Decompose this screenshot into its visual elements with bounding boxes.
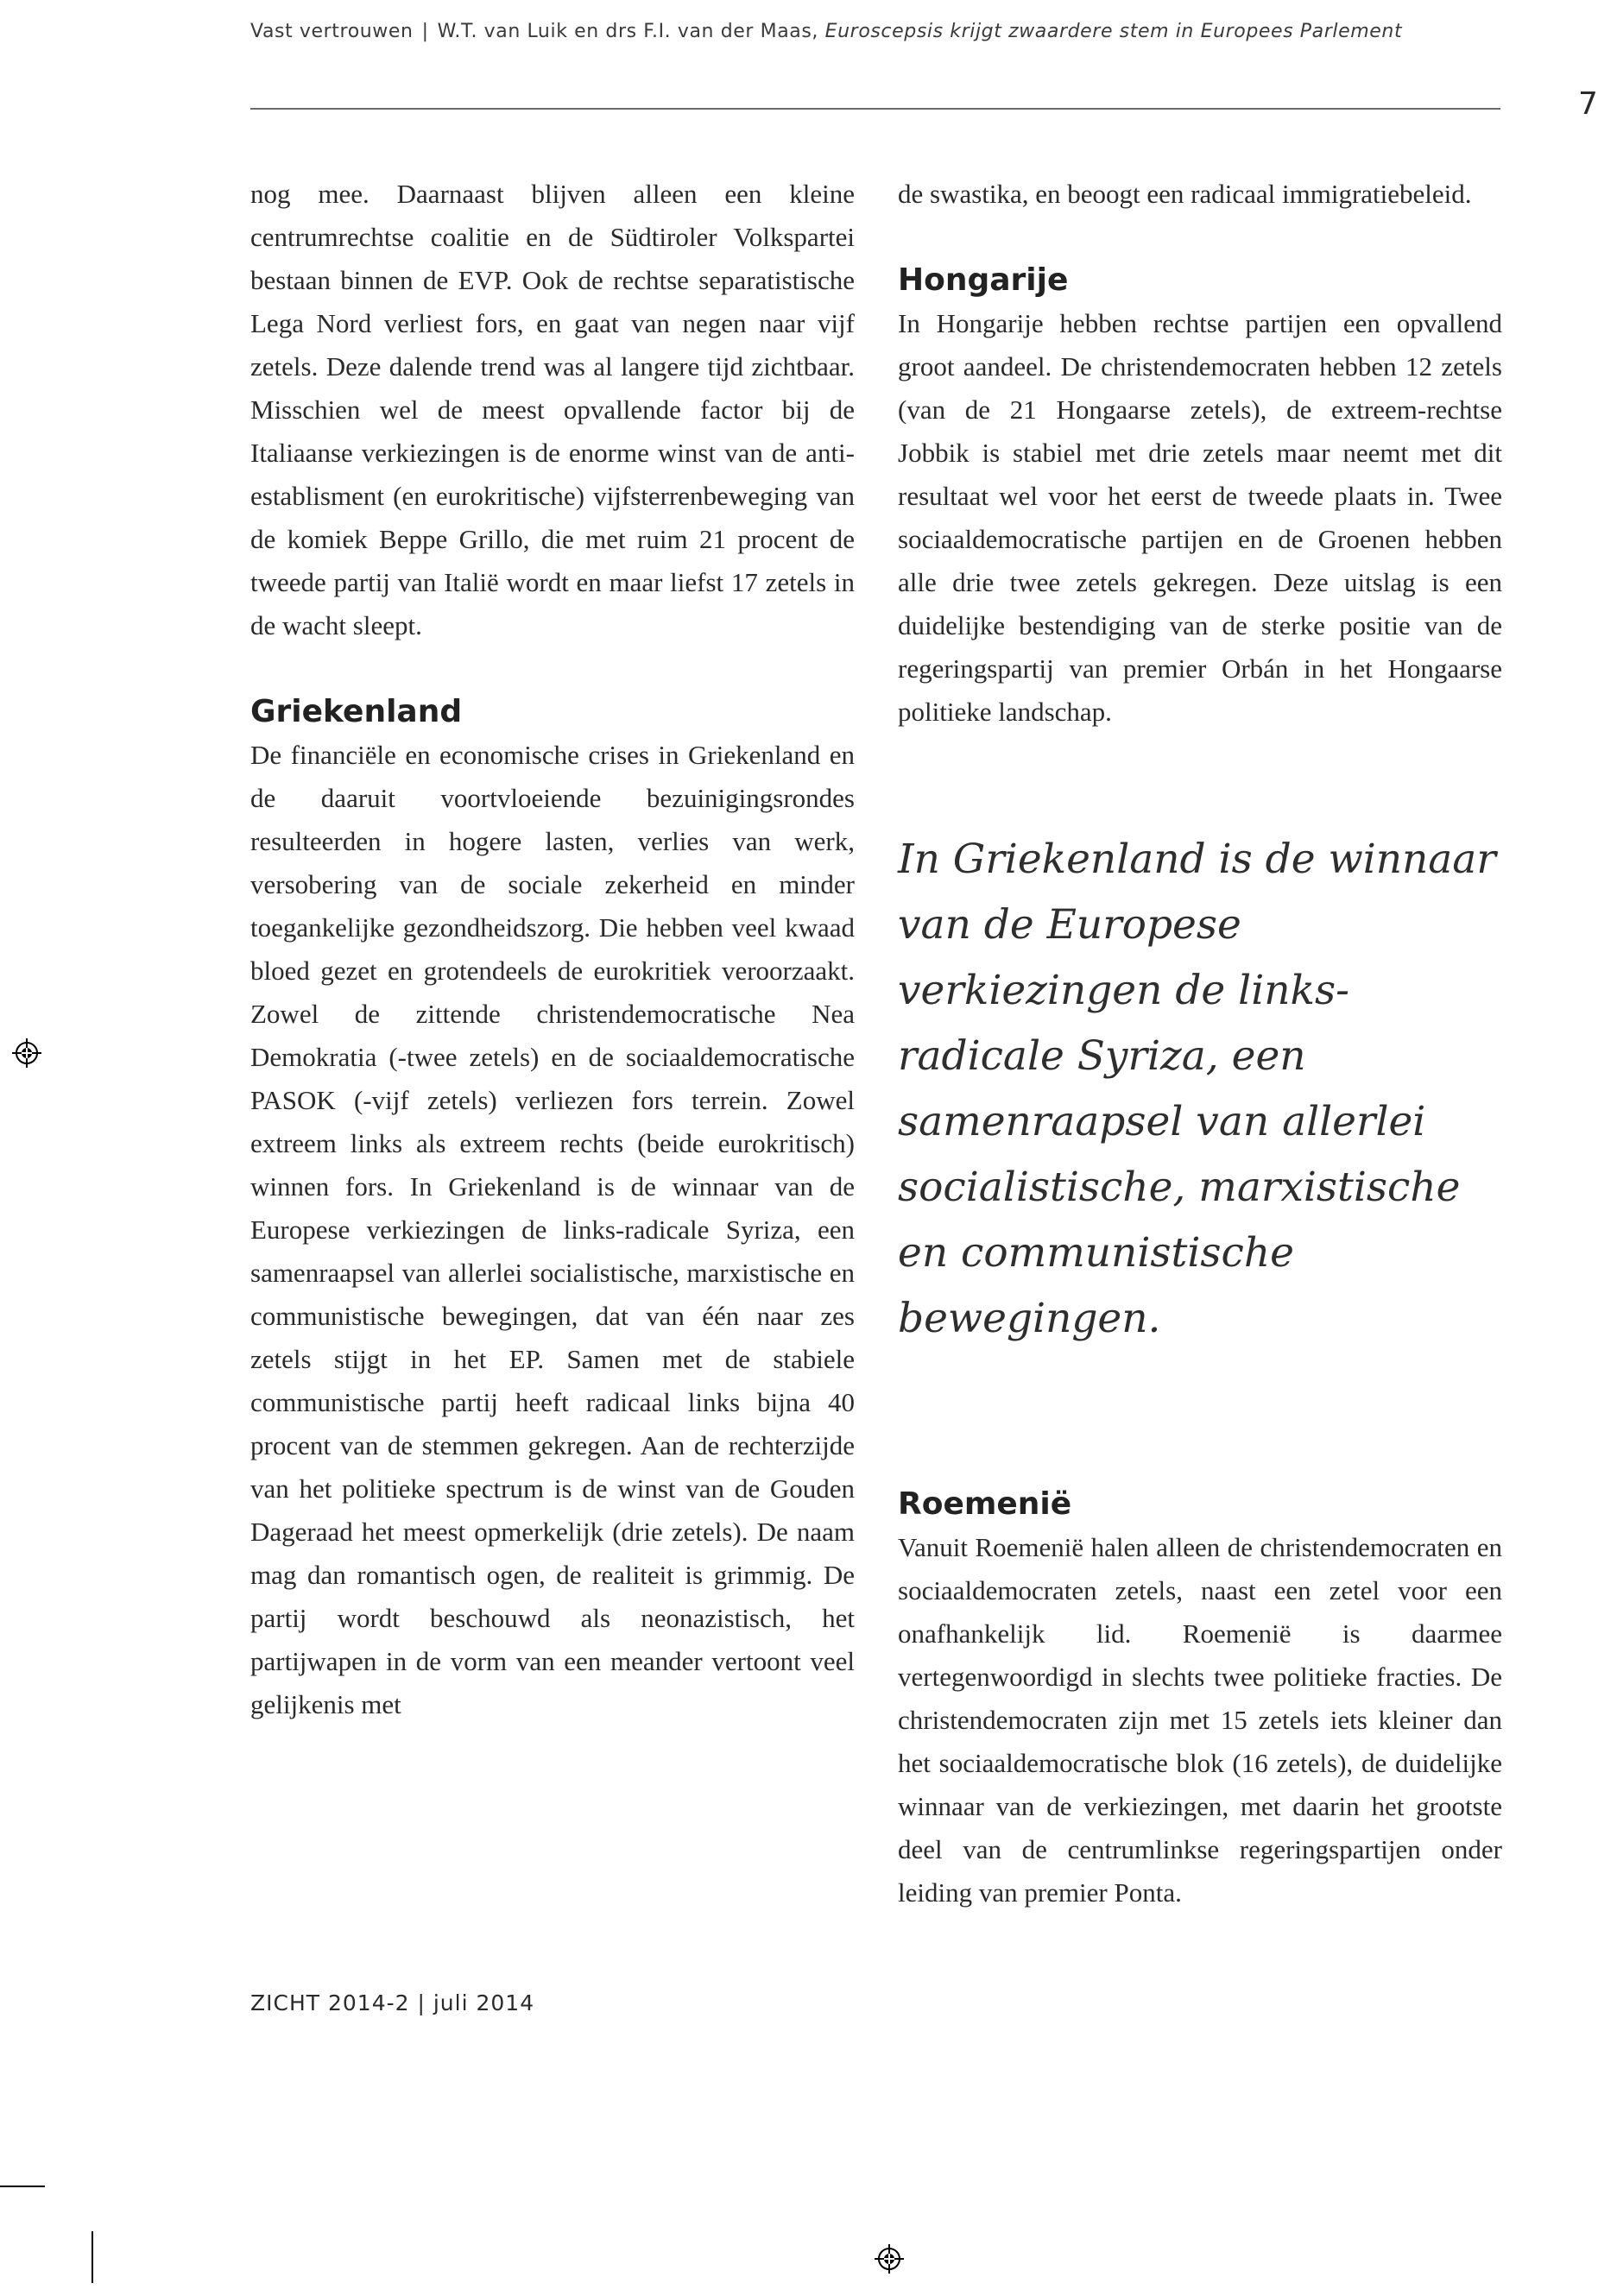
heading-griekenland: Griekenland bbox=[250, 694, 463, 729]
crop-mark-horizontal bbox=[0, 2186, 45, 2187]
right-column bbox=[898, 173, 1502, 1914]
heading-hongarije: Hongarije bbox=[898, 262, 1069, 298]
header-rule bbox=[250, 108, 1500, 110]
right-paragraph-swastika: de swastika, en beoogt een radicaal immigratiebeleid. bbox=[898, 179, 1472, 209]
left-column bbox=[250, 173, 855, 1726]
footer-separator: | bbox=[417, 1990, 433, 2015]
footer bbox=[250, 1990, 534, 2015]
heading-roemenie: Roemenië bbox=[898, 1486, 1072, 1522]
footer-journal: ZICHT 2014-2 bbox=[250, 1990, 410, 2015]
header-title: Vast vertrouwen bbox=[250, 21, 414, 42]
pull-quote: In Griekenland is de winnaar van de Europese verkiezingen de links-radicale Syriza, een samenraapsel van allerlei socialistische, marxistische en communistische bewegingen. bbox=[898, 836, 1496, 1342]
footer-date: juli 2014 bbox=[433, 1990, 535, 2015]
right-paragraph-roemenie: Vanuit Roemenië halen alleen de christendemocraten en sociaaldemocraten zetels, naast een zetel voor een onafhankelijk lid. Roemenië is daarmee vertegenwoordigd in slechts twee politieke fracties. De christendemocraten zijn met 15 zetels iets kleiner dan het sociaaldemocratische blok (16 zetels), de duidelijke winnaar van de verkiezingen, met daarin het grootste deel van de centrumlinkse regeringspartijen onder leiding van premier Ponta. bbox=[898, 1532, 1502, 1908]
header-separator: | bbox=[421, 21, 429, 42]
header-article-title: Euroscepsis krijgt zwaardere stem in Europees Parlement bbox=[824, 21, 1403, 42]
left-paragraph-griekenland: De financiële en economische crises in Griekenland en de daaruit voortvloeiende bezuinigingsrondes resulteerden in hogere lasten, verlies van werk, versobering van de sociale zekerheid en minder toegankelijke gezondheidszorg. Die hebben veel kwaad bloed gezet en grotendeels de eurokritiek veroorzaakt. Zowel de zittende christendemocratische Nea Demokratia (-twee zetels) en de sociaaldemocratische PASOK (-vijf zetels) verliezen fors terrein. Zowel extreem links als extreem rechts (beide eurokritisch) winnen fors. In Griekenland is de winnaar van de Europese verkiezingen de links-radicale Syriza, een samenraapsel van allerlei socialistische, marxistische en communistische bewegingen, dat van één naar zes zetels stijgt in het EP. Samen met de stabiele communistische partij heeft radicaal links bijna 40 procent van de stemmen gekregen. Aan de rechterzijde van het politieke spectrum is de winst van de Gouden Dageraad het meest opmerkelijk (drie zetels). De naam mag dan romantisch ogen, de realiteit is grimmig. De partij wordt beschouwd als neonazistisch, het partijwapen in de vorm van een meander vertoont veel gelijkenis met bbox=[250, 740, 855, 1719]
page-number: 7 bbox=[1578, 86, 1598, 122]
header-authors: W.T. van Luik en drs F.I. van der Maas, bbox=[437, 21, 819, 42]
running-header bbox=[250, 21, 1402, 42]
registration-mark-bottom-icon bbox=[875, 2244, 904, 2274]
left-paragraph-italy: nog mee. Daarnaast blijven alleen een kleine centrumrechtse coalitie en de Südtiroler Volkspartei bestaan binnen de EVP. Ook de rechtse separatistische Lega Nord verliest fors, en gaat van negen naar vijf zetels. Deze dalende trend was al langere tijd zichtbaar. Misschien wel de meest opvallende factor bij de Italiaanse verkiezingen is de enorme winst van de anti-establisment (en eurokritische) vijfsterrenbeweging van de komiek Beppe Grillo, die met ruim 21 procent de tweede partij van Italië wordt en maar liefst 17 zetels in de wacht sleept. bbox=[250, 179, 855, 640]
registration-mark-left-icon bbox=[12, 1038, 41, 1068]
crop-mark-vertical bbox=[92, 2231, 93, 2283]
right-paragraph-hongarije: In Hongarije hebben rechtse partijen een opvallend groot aandeel. De christendemocraten hebben 12 zetels (van de 21 Hongaarse zetels), de extreem-rechtse Jobbik is stabiel met drie zetels maar neemt met dit resultaat wel voor het eerst de tweede plaats in. Twee sociaaldemocratische partijen en de Groenen hebben alle drie twee zetels gekregen. Deze uitslag is een duidelijke bestendiging van de sterke positie van de regeringspartij van premier Orbán in het Hongaarse politieke landschap. bbox=[898, 308, 1502, 727]
